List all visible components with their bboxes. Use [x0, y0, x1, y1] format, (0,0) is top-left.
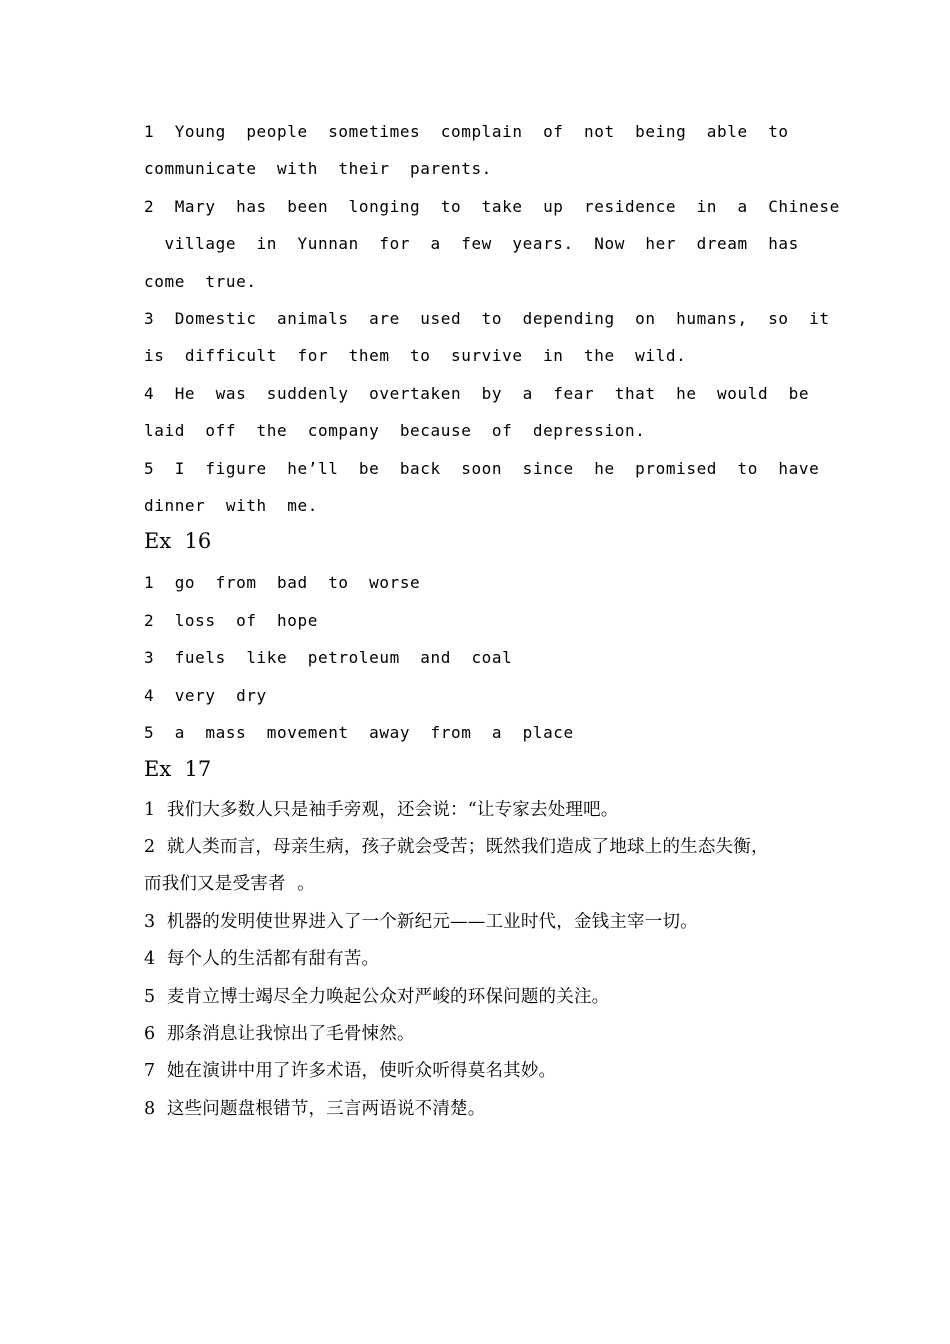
ex15-line-6: 3 Domestic animals are used to depending on humans, so it — [144, 309, 830, 329]
ex16-section — [144, 564, 824, 751]
ex16-item-1: 1 go from bad to worse — [144, 573, 421, 593]
ex15-line-8: 4 He was suddenly overtaken by a fear that he would be — [144, 383, 810, 403]
ex17-item-8: 8 这些问题盘根错节，三言两语说不清楚。 — [144, 1098, 486, 1119]
ex17-item-2: 2 就人类而言，母亲生病，孩子就会受苦；既然我们造成了地球上的生态失衡， — [144, 836, 769, 857]
ex16-item-3: 3 fuels like petroleum and coal — [144, 648, 513, 668]
ex15-line-11: dinner with me. — [144, 496, 318, 516]
ex15-line-7: is difficult for them to survive in the wild. — [144, 346, 687, 366]
ex17-heading: Ex 17 — [144, 756, 212, 781]
ex15-line-3: 2 Mary has been longing to take up residence in a Chinese — [144, 196, 840, 216]
ex15-line-10: 5 I figure he’ll be back soon since he promised to have — [144, 458, 820, 478]
ex16-item-2: 2 loss of hope — [144, 610, 318, 630]
ex16-item-4: 4 very dry — [144, 685, 267, 705]
ex16-item-5: 5 a mass movement away from a place — [144, 723, 574, 743]
ex17-item-7: 7 她在演讲中用了许多术语，使听众听得莫名其妙。 — [144, 1061, 557, 1082]
ex17-item-1: 1 我们大多数人只是袖手旁观，还会说：“让专家去处理吧。 — [144, 799, 619, 820]
ex17-item-4: 4 每个人的生活都有甜有苦。 — [144, 949, 380, 970]
ex15-line-2: communicate with their parents. — [144, 159, 492, 179]
ex15-line-4: village in Yunnan for a few years. Now her dream has — [144, 234, 799, 254]
ex17-item-3: 3 机器的发明使世界进入了一个新纪元——工业时代，金钱主宰一切。 — [144, 911, 698, 932]
ex17-item-2-cont: 而我们又是受害者 。 — [144, 874, 315, 895]
document-body — [144, 113, 840, 1128]
ex15-section — [144, 113, 840, 524]
ex17-item-6: 6 那条消息让我惊出了毛骨悚然。 — [144, 1023, 415, 1044]
ex15-line-9: laid off the company because of depression. — [144, 421, 646, 441]
ex16-heading: Ex 16 — [144, 529, 212, 554]
ex17-section — [144, 792, 824, 1129]
ex15-line-1: 1 Young people sometimes complain of not being able to — [144, 122, 789, 141]
ex15-line-5: come true. — [144, 271, 257, 291]
ex17-item-5: 5 麦肯立博士竭尽全力唤起公众对严峻的环保问题的关注。 — [144, 986, 610, 1007]
